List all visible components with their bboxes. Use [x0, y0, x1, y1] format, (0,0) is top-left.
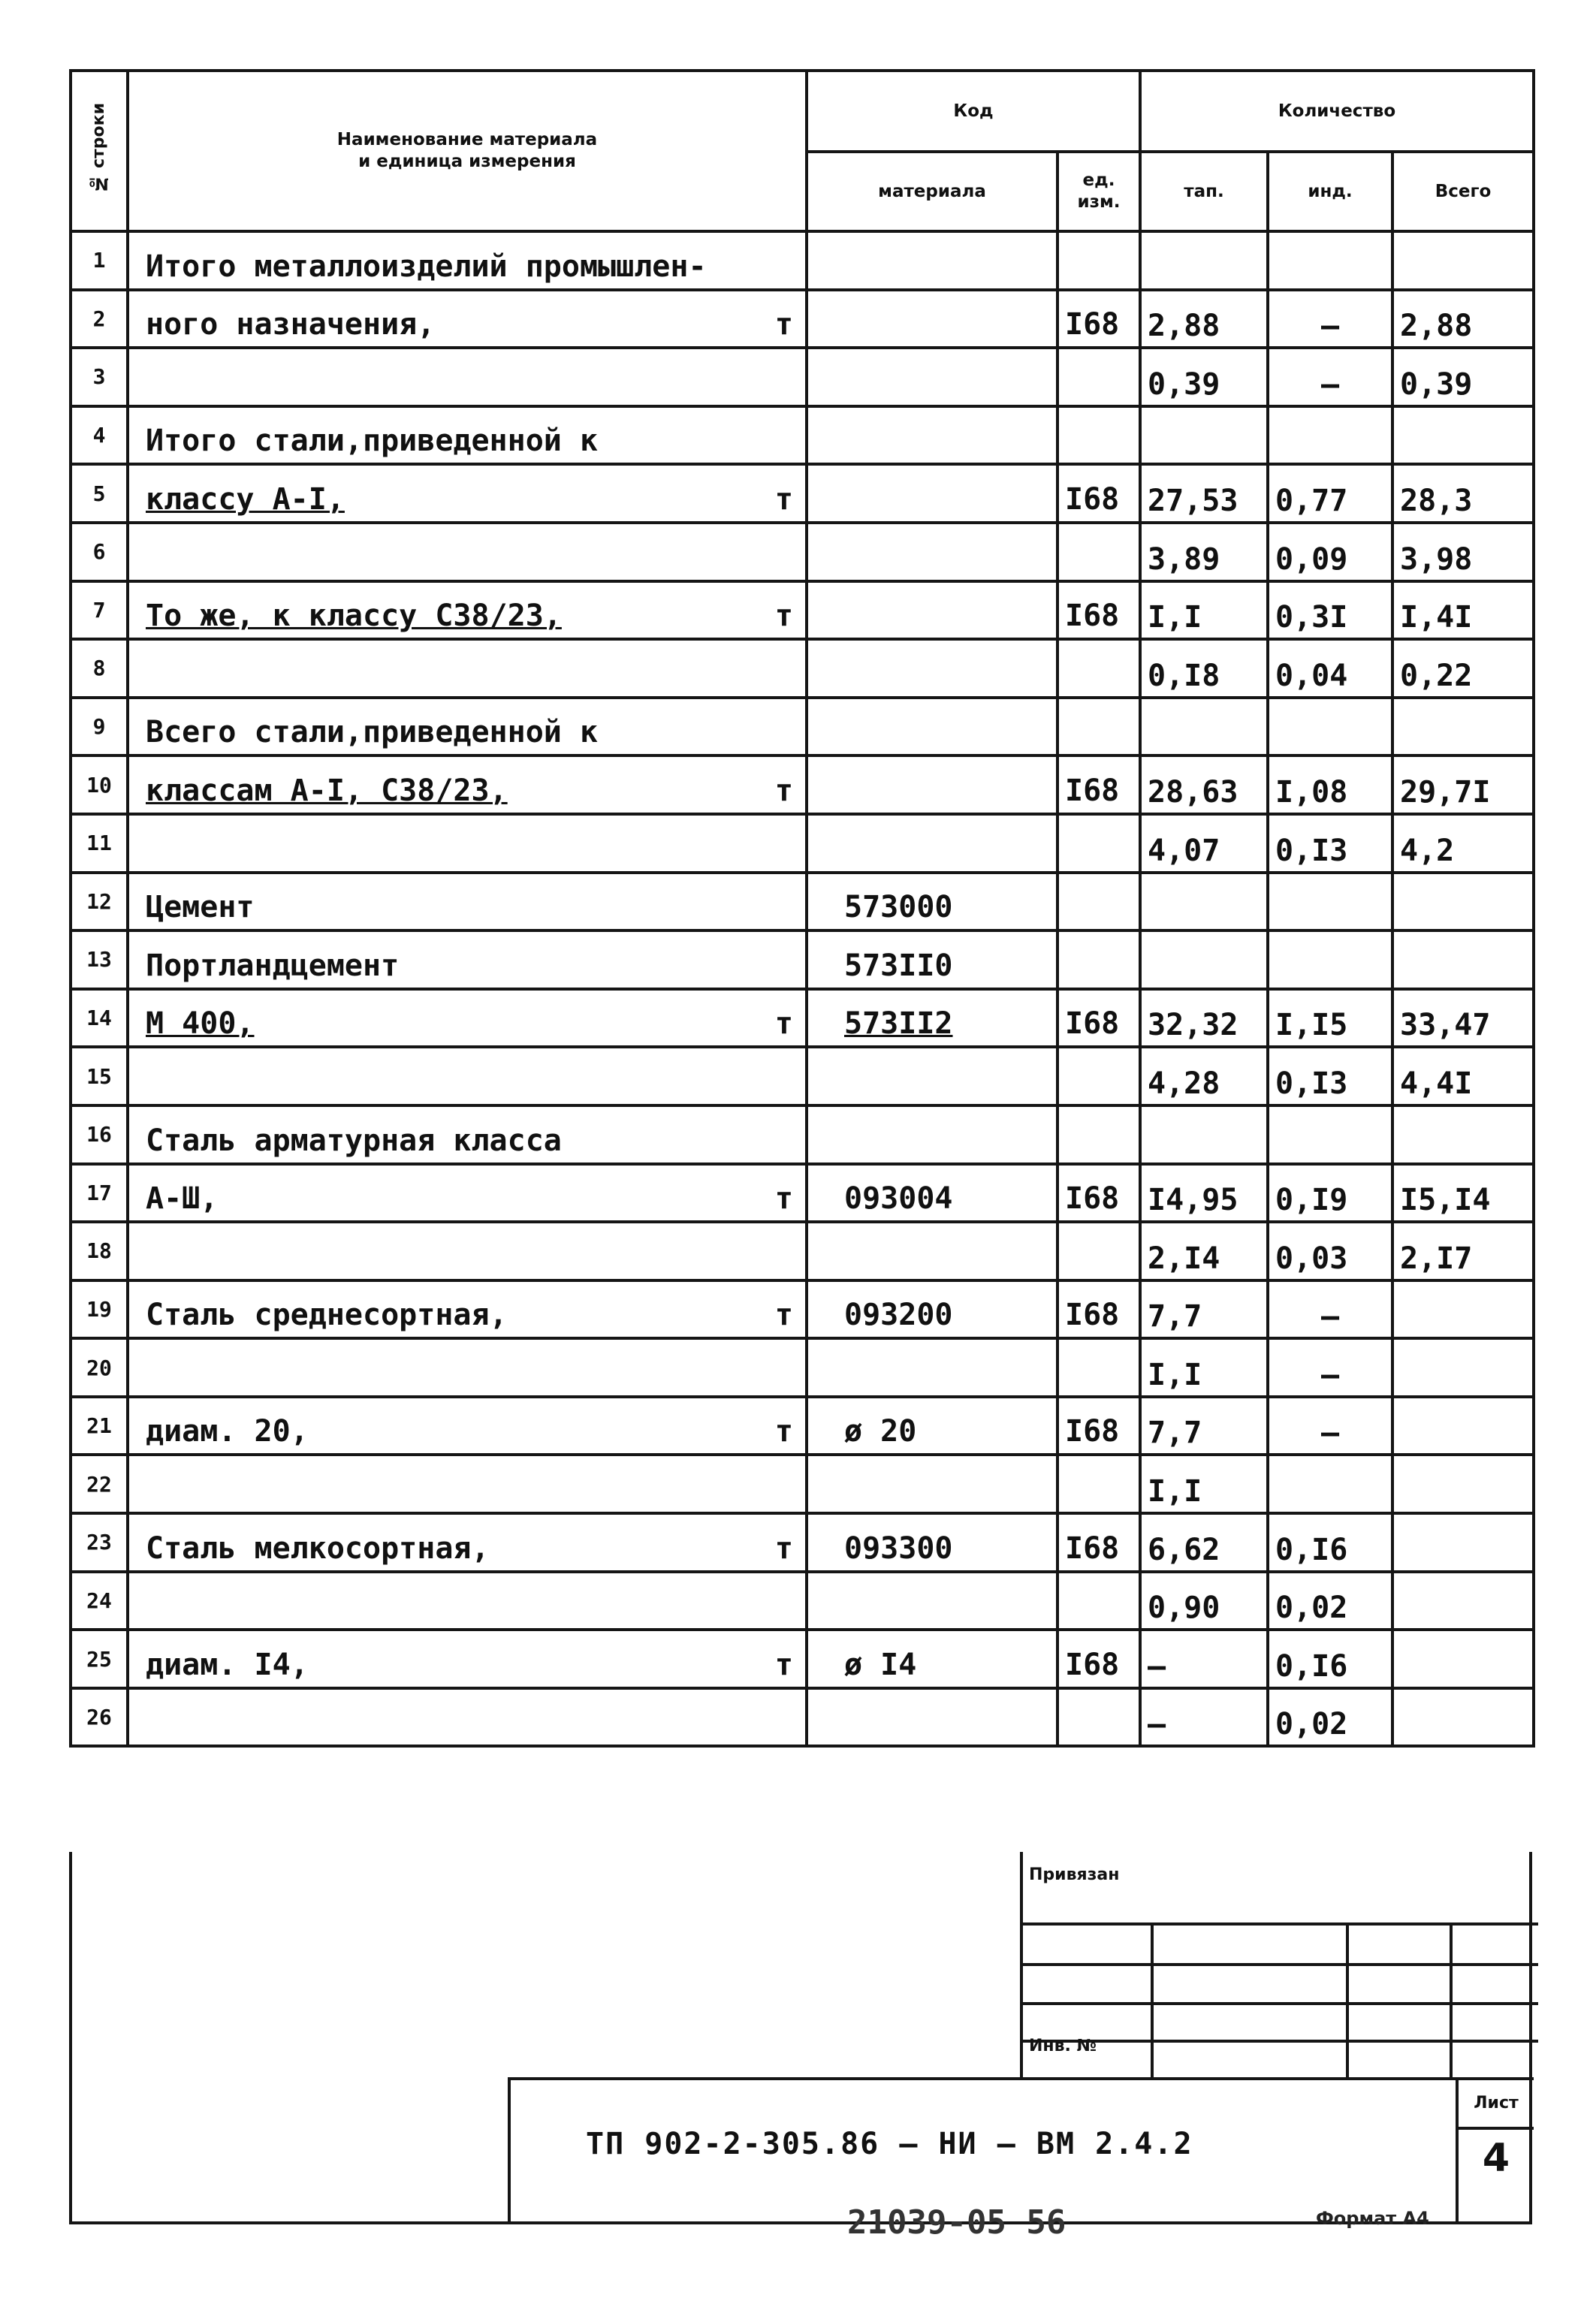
- material-code: 573II2: [807, 989, 1057, 1048]
- quantity-ind: –: [1268, 290, 1392, 348]
- quantity-tap: 0,I8: [1140, 639, 1268, 698]
- material-code: 573II0: [807, 930, 1057, 989]
- unit-of-measure: т: [774, 307, 793, 342]
- row-number: 6: [71, 523, 128, 581]
- material-code: 573000: [807, 873, 1057, 931]
- material-code: [807, 1572, 1057, 1630]
- unit-code: [1057, 523, 1140, 581]
- format-label: Формат А4: [1316, 2208, 1429, 2229]
- table-row: [71, 1280, 1534, 1339]
- tap-header: тап.: [1140, 152, 1268, 231]
- table-row: [71, 1572, 1534, 1630]
- unit-code: [1057, 348, 1140, 406]
- table-row: [71, 814, 1534, 873]
- quantity-total: 0,39: [1392, 348, 1534, 406]
- material-code: [807, 1688, 1057, 1747]
- quantity-total: 2,I7: [1392, 1222, 1534, 1280]
- row-number: 2: [71, 290, 128, 348]
- table-row: [71, 1397, 1534, 1455]
- quantity-tap: I4,95: [1140, 1164, 1268, 1223]
- quantity-ind: 0,I9: [1268, 1164, 1392, 1223]
- table-row: [71, 406, 1534, 465]
- document-sheet: [69, 69, 1532, 2232]
- unit-of-measure: т: [774, 599, 793, 634]
- material-name-cell: [128, 1397, 807, 1455]
- unit-code: [1057, 1047, 1140, 1105]
- row-number: 19: [71, 1280, 128, 1339]
- row-number: 8: [71, 639, 128, 698]
- quantity-ind: [1268, 1455, 1392, 1513]
- quantity-ind: 0,03: [1268, 1222, 1392, 1280]
- row-number: 25: [71, 1630, 128, 1688]
- material-name-cell: [128, 1688, 807, 1747]
- unit-of-measure: т: [774, 1298, 793, 1333]
- quantity-total: [1392, 1455, 1534, 1513]
- material-name-cell: [128, 231, 807, 290]
- material-code: [807, 1222, 1057, 1280]
- table-row: [71, 464, 1534, 523]
- quantity-ind: 0,3I: [1268, 581, 1392, 640]
- material-name-cell: [128, 1513, 807, 1572]
- quantity-ind: [1268, 1105, 1392, 1164]
- material-name: Всего стали,приведенной к: [146, 715, 599, 750]
- material-code: 093004: [807, 1164, 1057, 1223]
- unit-code: [1057, 1572, 1140, 1630]
- quantity-tap: 3,89: [1140, 523, 1268, 581]
- material-code: ø I4: [807, 1630, 1057, 1688]
- unit-code: [1057, 406, 1140, 465]
- table-row: [71, 231, 1534, 290]
- quantity-tap: [1140, 930, 1268, 989]
- quantity-ind: 0,I6: [1268, 1630, 1392, 1688]
- quantity-total: [1392, 231, 1534, 290]
- material-code: [807, 406, 1057, 465]
- quantity-total: 2,88: [1392, 290, 1534, 348]
- quantity-tap: [1140, 698, 1268, 756]
- table-row: [71, 1630, 1534, 1688]
- material-name-cell: [128, 1630, 807, 1688]
- quantity-tap: [1140, 406, 1268, 465]
- unit-code: [1057, 1455, 1140, 1513]
- quantity-total: I5,I4: [1392, 1164, 1534, 1223]
- material-code: 093300: [807, 1513, 1057, 1572]
- row-number: 12: [71, 873, 128, 931]
- material-name: Сталь арматурная класса: [146, 1123, 562, 1158]
- material-code: [807, 1105, 1057, 1164]
- attached-label: Привязан: [1029, 1865, 1120, 1884]
- unit-of-measure: т: [774, 773, 793, 808]
- material-code: [807, 698, 1057, 756]
- unit-code: [1057, 873, 1140, 931]
- material-name: Итого металлоизделий промышлен-: [146, 249, 707, 284]
- unit-code: [1057, 1222, 1140, 1280]
- inventory-number-label: Инв. №: [1029, 2037, 1097, 2055]
- material-name: ного назначения,: [146, 307, 436, 342]
- quantity-tap: 4,07: [1140, 814, 1268, 873]
- material-code: [807, 523, 1057, 581]
- unit-of-measure: т: [774, 481, 793, 517]
- row-number: 7: [71, 581, 128, 640]
- material-code-header: материала: [807, 152, 1057, 231]
- material-name-cell: [128, 639, 807, 698]
- unit-code: [1057, 698, 1140, 756]
- quantity-total: [1392, 1338, 1534, 1397]
- attached-grid: [1023, 1922, 1538, 2077]
- row-number: 9: [71, 698, 128, 756]
- quantity-total: [1392, 930, 1534, 989]
- table-row: [71, 698, 1534, 756]
- quantity-tap: 2,I4: [1140, 1222, 1268, 1280]
- unit-code: [1057, 1338, 1140, 1397]
- quantity-tap: [1140, 1105, 1268, 1164]
- quantity-tap: 0,90: [1140, 1572, 1268, 1630]
- quantity-ind: –: [1268, 1397, 1392, 1455]
- unit-code: [1057, 930, 1140, 989]
- table-row: [71, 348, 1534, 406]
- row-number: 22: [71, 1455, 128, 1513]
- material-name-cell: [128, 464, 807, 523]
- unit-code: [1057, 639, 1140, 698]
- quantity-total: 4,4I: [1392, 1047, 1534, 1105]
- quantity-ind: [1268, 698, 1392, 756]
- table-row: [71, 1222, 1534, 1280]
- material-name-cell: [128, 814, 807, 873]
- material-name: Цемент: [146, 890, 255, 925]
- title-block: [69, 1852, 1532, 2224]
- unit-code: I68: [1057, 1513, 1140, 1572]
- material-code: [807, 464, 1057, 523]
- quantity-total: [1392, 1688, 1534, 1747]
- unit-code: I68: [1057, 1630, 1140, 1688]
- material-name-cell: [128, 989, 807, 1048]
- material-name-cell: [128, 406, 807, 465]
- material-name-cell: [128, 1222, 807, 1280]
- row-number: 20: [71, 1338, 128, 1397]
- material-code: [807, 755, 1057, 814]
- table-row: [71, 1047, 1534, 1105]
- table-row: [71, 290, 1534, 348]
- unit-code: [1057, 1105, 1140, 1164]
- row-number: 18: [71, 1222, 128, 1280]
- quantity-ind: –: [1268, 1280, 1392, 1339]
- material-code: [807, 639, 1057, 698]
- quantity-total: 29,7I: [1392, 755, 1534, 814]
- material-name: А-Ш,: [146, 1181, 219, 1217]
- material-code: [807, 231, 1057, 290]
- attached-block: [1020, 1852, 1538, 2077]
- table-row: [71, 1338, 1534, 1397]
- unit-of-measure: т: [774, 1647, 793, 1682]
- material-name: М 400,: [146, 1006, 255, 1042]
- quantity-tap: 7,7: [1140, 1280, 1268, 1339]
- material-name-cell: [128, 1105, 807, 1164]
- material-name: классу А-I,: [146, 481, 345, 517]
- material-name-cell: [128, 1047, 807, 1105]
- sheet-number-box: [1456, 2080, 1534, 2223]
- row-number: 17: [71, 1164, 128, 1223]
- quantity-ind: 0,77: [1268, 464, 1392, 523]
- document-code: ТП 902-2-305.86 – НИ – ВМ 2.4.2: [586, 2127, 1193, 2161]
- sheet-label: Лист: [1459, 2080, 1534, 2130]
- quantity-tap: 6,62: [1140, 1513, 1268, 1572]
- row-number: 11: [71, 814, 128, 873]
- quantity-ind: [1268, 930, 1392, 989]
- material-name-cell: [128, 581, 807, 640]
- quantity-tap: 0,39: [1140, 348, 1268, 406]
- material-name-cell: [128, 1455, 807, 1513]
- material-code: [807, 1338, 1057, 1397]
- sheet-number: 4: [1482, 2136, 1510, 2181]
- table-row: [71, 1688, 1534, 1747]
- unit-of-measure: т: [774, 1530, 793, 1566]
- row-number: 16: [71, 1105, 128, 1164]
- material-code: [807, 348, 1057, 406]
- unit-of-measure: т: [774, 1414, 793, 1449]
- material-name: То же, к классу С38/23,: [146, 599, 562, 634]
- table-row: [71, 930, 1534, 989]
- unit-code: [1057, 814, 1140, 873]
- table-row: [71, 989, 1534, 1048]
- row-number: 14: [71, 989, 128, 1048]
- material-code: [807, 814, 1057, 873]
- table-row: [71, 1105, 1534, 1164]
- unit-code: [1057, 231, 1140, 290]
- quantity-ind: –: [1268, 348, 1392, 406]
- row-number: 24: [71, 1572, 128, 1630]
- quantity-total: 33,47: [1392, 989, 1534, 1048]
- code-header: Код: [807, 71, 1140, 152]
- materials-table: [69, 69, 1535, 1748]
- unit-code: I68: [1057, 755, 1140, 814]
- material-name-cell: [128, 1164, 807, 1223]
- material-name-cell: [128, 873, 807, 931]
- quantity-ind: [1268, 406, 1392, 465]
- quantity-ind: I,I5: [1268, 989, 1392, 1048]
- material-name-header: Наименование материала и единица измерения: [128, 71, 807, 231]
- quantity-tap: [1140, 873, 1268, 931]
- row-number: 3: [71, 348, 128, 406]
- material-name-cell: [128, 698, 807, 756]
- row-number: 13: [71, 930, 128, 989]
- row-number: 5: [71, 464, 128, 523]
- quantity-tap: 7,7: [1140, 1397, 1268, 1455]
- material-code: [807, 1047, 1057, 1105]
- quantity-ind: [1268, 873, 1392, 931]
- quantity-tap: –: [1140, 1630, 1268, 1688]
- material-name-cell: [128, 1280, 807, 1339]
- quantity-tap: 32,32: [1140, 989, 1268, 1048]
- table-row: [71, 1164, 1534, 1223]
- quantity-tap: I,I: [1140, 581, 1268, 640]
- material-name-cell: [128, 930, 807, 989]
- material-name: Итого стали,приведенной к: [146, 424, 599, 459]
- quantity-ind: 0,I3: [1268, 814, 1392, 873]
- material-name-cell: [128, 755, 807, 814]
- quantity-ind: 0,02: [1268, 1572, 1392, 1630]
- quantity-ind: I,08: [1268, 755, 1392, 814]
- unit-of-measure: т: [774, 1181, 793, 1217]
- unit-code: [1057, 1688, 1140, 1747]
- unit-code: I68: [1057, 1164, 1140, 1223]
- quantity-total: I,4I: [1392, 581, 1534, 640]
- material-code: [807, 581, 1057, 640]
- material-code: ø 20: [807, 1397, 1057, 1455]
- quantity-tap: –: [1140, 1688, 1268, 1747]
- quantity-tap: 2,88: [1140, 290, 1268, 348]
- unit-of-measure: т: [774, 1006, 793, 1042]
- table-row: [71, 639, 1534, 698]
- quantity-ind: 0,I3: [1268, 1047, 1392, 1105]
- quantity-total: 3,98: [1392, 523, 1534, 581]
- material-name: диам. 20,: [146, 1414, 309, 1449]
- material-name-cell: [128, 523, 807, 581]
- row-number: 1: [71, 231, 128, 290]
- quantity-total: 0,22: [1392, 639, 1534, 698]
- table-row: [71, 873, 1534, 931]
- quantity-tap: [1140, 231, 1268, 290]
- quantity-tap: I,I: [1140, 1338, 1268, 1397]
- row-number: 26: [71, 1688, 128, 1747]
- quantity-total: [1392, 698, 1534, 756]
- unit-code: I68: [1057, 464, 1140, 523]
- row-number: 15: [71, 1047, 128, 1105]
- table-row: [71, 755, 1534, 814]
- quantity-total: [1392, 1280, 1534, 1339]
- ind-header: инд.: [1268, 152, 1392, 231]
- unit-code: I68: [1057, 581, 1140, 640]
- row-number: 21: [71, 1397, 128, 1455]
- quantity-total: 4,2: [1392, 814, 1534, 873]
- material-name: диам. I4,: [146, 1647, 309, 1682]
- quantity-tap: 28,63: [1140, 755, 1268, 814]
- row-number-header: № строки: [71, 71, 128, 231]
- quantity-ind: [1268, 231, 1392, 290]
- row-number: 4: [71, 406, 128, 465]
- table-row: [71, 1513, 1534, 1572]
- material-name-cell: [128, 1338, 807, 1397]
- archive-code: 21039-05 56: [847, 2203, 1067, 2242]
- quantity-ind: 0,09: [1268, 523, 1392, 581]
- material-code: [807, 1455, 1057, 1513]
- material-name: Сталь мелкосортная,: [146, 1530, 490, 1566]
- material-name: классам А-I, С38/23,: [146, 773, 508, 808]
- quantity-total: [1392, 1630, 1534, 1688]
- document-code-box: [508, 2077, 1534, 2223]
- material-name: Сталь среднесортная,: [146, 1298, 508, 1333]
- quantity-ind: 0,04: [1268, 639, 1392, 698]
- unit-code: I68: [1057, 1280, 1140, 1339]
- material-name-cell: [128, 348, 807, 406]
- total-header: Всего: [1392, 152, 1534, 231]
- quantity-total: [1392, 1572, 1534, 1630]
- quantity-ind: 0,02: [1268, 1688, 1392, 1747]
- quantity-header: Количество: [1140, 71, 1534, 152]
- material-code: [807, 290, 1057, 348]
- quantity-ind: 0,I6: [1268, 1513, 1392, 1572]
- quantity-total: [1392, 873, 1534, 931]
- quantity-total: [1392, 1397, 1534, 1455]
- material-name: Портландцемент: [146, 948, 400, 983]
- quantity-total: [1392, 406, 1534, 465]
- quantity-tap: I,I: [1140, 1455, 1268, 1513]
- material-code: 093200: [807, 1280, 1057, 1339]
- material-name-cell: [128, 290, 807, 348]
- quantity-tap: 27,53: [1140, 464, 1268, 523]
- quantity-total: 28,3: [1392, 464, 1534, 523]
- quantity-total: [1392, 1513, 1534, 1572]
- table-row: [71, 1455, 1534, 1513]
- quantity-tap: 4,28: [1140, 1047, 1268, 1105]
- unit-code-header: ед. изм.: [1057, 152, 1140, 231]
- unit-code: I68: [1057, 989, 1140, 1048]
- row-number: 10: [71, 755, 128, 814]
- table-row: [71, 581, 1534, 640]
- table-row: [71, 523, 1534, 581]
- quantity-ind: –: [1268, 1338, 1392, 1397]
- unit-code: I68: [1057, 290, 1140, 348]
- row-number: 23: [71, 1513, 128, 1572]
- quantity-total: [1392, 1105, 1534, 1164]
- material-name-cell: [128, 1572, 807, 1630]
- unit-code: I68: [1057, 1397, 1140, 1455]
